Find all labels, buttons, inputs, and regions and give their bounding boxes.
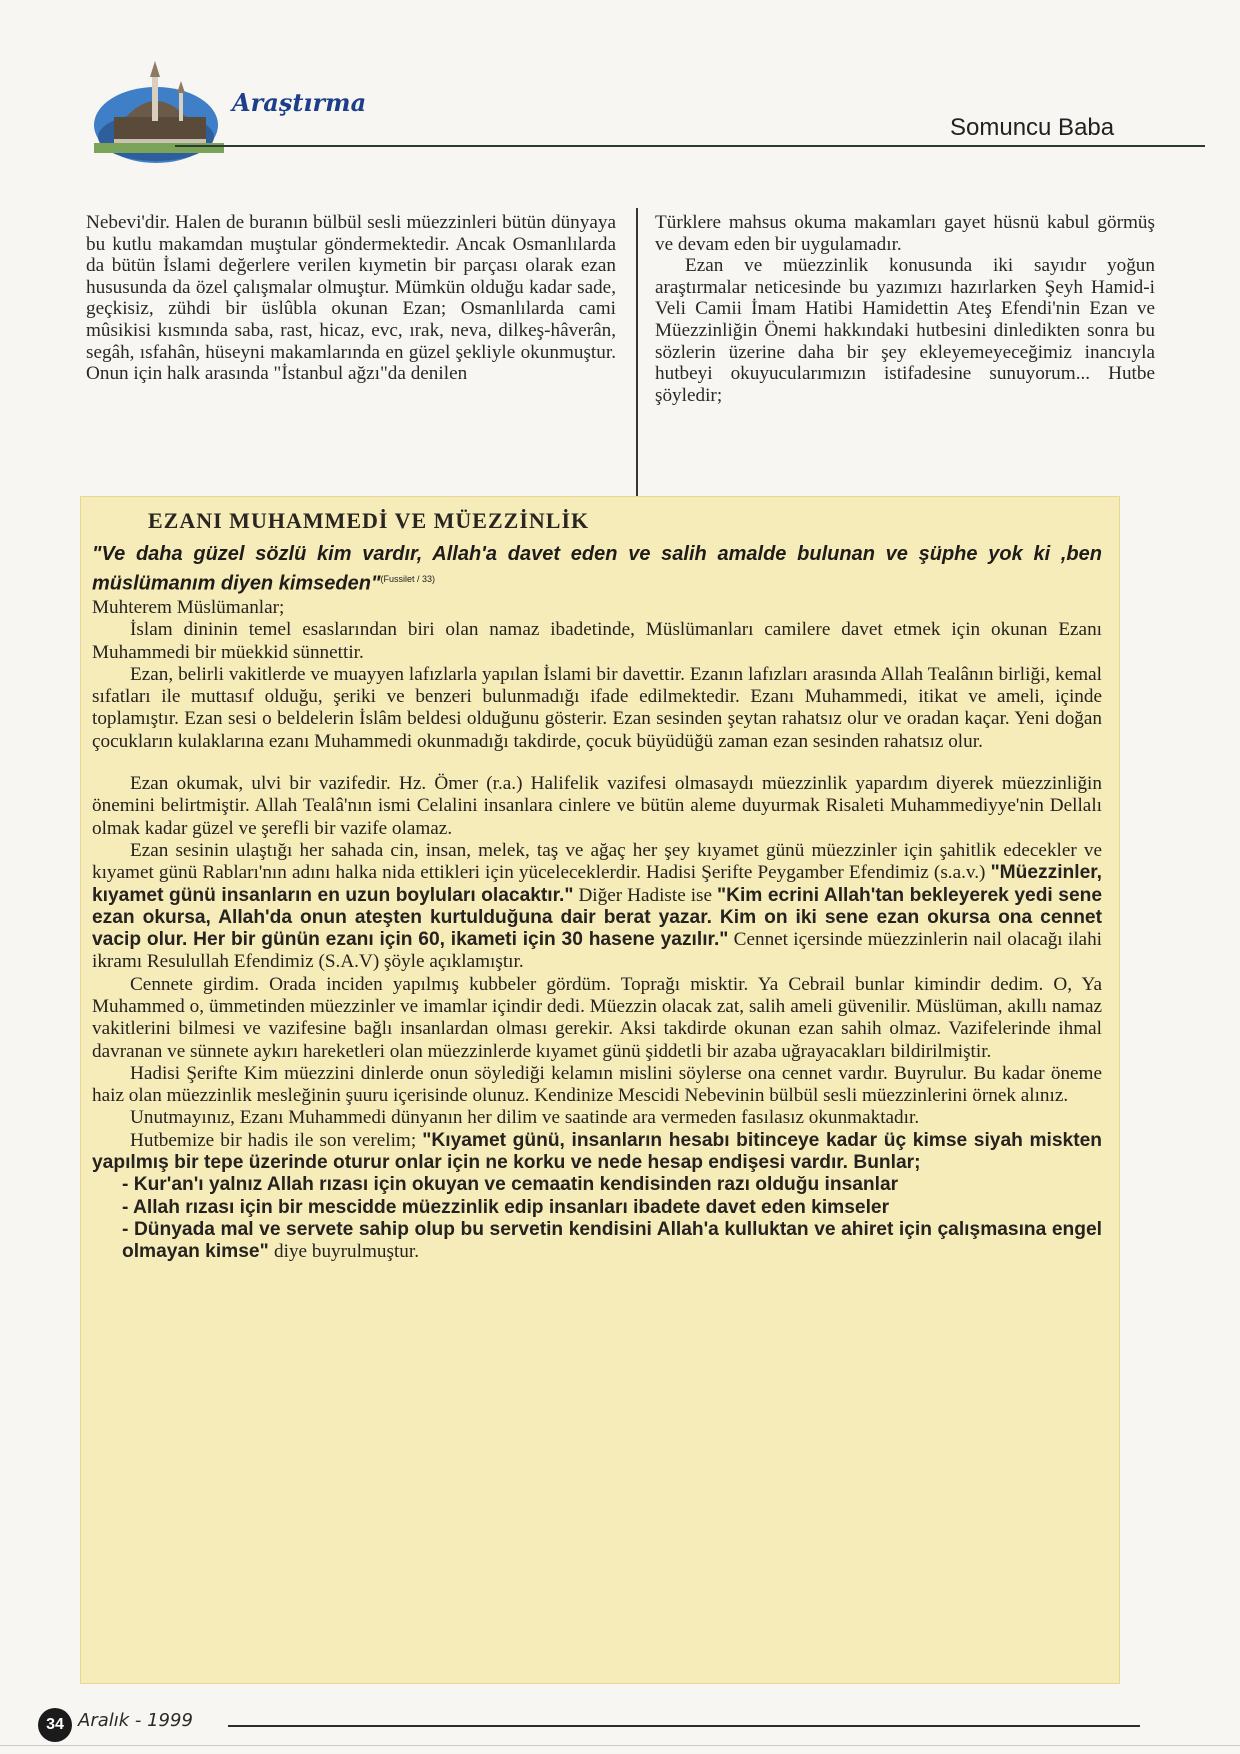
list-item: - Kur'an'ı yalnız Allah rızası için okuyan ve cemaatin kendisinden razı olduğu insanlar — [122, 1174, 899, 1196]
magazine-name: Somuncu Baba — [950, 114, 1115, 141]
sermon-paragraph-8 — [92, 1130, 1102, 1175]
verse-text: "Ve daha güzel sözlü kim vardır, Allah'a davet eden ve salih amalde bulunan ve şüphe yok ki ,ben müslümanım diyen kimseden" — [92, 543, 1102, 595]
p4-text-e: Cennet içersinde müezzinlerin nail olacağı ilahi ikramı Resulullah Efendimiz (S.A.V) şöyle açıklamıştır. — [92, 929, 1103, 973]
mosque-logo-icon — [84, 55, 234, 165]
page-bottom-edge — [0, 1745, 1240, 1746]
verse-quote — [92, 542, 1102, 597]
page-number-badge: 34 — [38, 1708, 72, 1742]
intro-left-text: Nebevi'dir. Halen de buranın bülbül sesli müezzinleri bütün dünyaya bu kutlu makamdan muştular göndermektedir. Ancak Osmanlılarda da bütün İslami değerlere verilen kıymetin bir parçası olarak ezan hususunda da özel çalışmalar olmuştur. Mümkün olduğu kadar sade, geçkisiz, zühdi bir üslûbla okunan Ezan; Osmanlılarda cami mûsikisi kısmında saba, rast, hicaz, evc, ırak, neva, dilkeş-hâverân, segâh, ısfahân, hüseyni makamlarında en güzel şekliyle okunmuştur. Onun için halk arasında "İstanbul ağzı"da denilen — [86, 212, 616, 385]
list-item-text: - Dünyada mal ve servete sahip olup bu servetin kendisini Allah'a kulluktan ve ahiret için çalışmasına engel olmayan kimse" — [122, 1218, 1102, 1263]
footer-rule — [228, 1725, 1140, 1727]
sermon-paragraph-3: Ezan okumak, ulvi bir vazifedir. Hz. Ömer (r.a.) Halifelik vazifesi olmasaydı müezzinlik yapardım diyerek müezzinliğin önemini belirtmiştir. Allah Tealâ'nın ismi Celalini insanlara cinlere ve bütün aleme duyurmak Risaleti Muhammediyye'nin Dellalı olmak kadar güzel ve şerefli bir vazife olamaz. — [92, 773, 1102, 839]
paragraph-spacer — [92, 753, 1102, 773]
list-item — [92, 1219, 1102, 1264]
hadith-quote-2: "Kim ecrini Allah'tan bekleyerek yedi sene ezan okursa, Allah'da onun ateşten kurtulduğuna dair berat yazar. Kim on iki sene ezan okursa ona cennet vacip olur. Her bir günün ezanı için 60, ikameti için 30 hasene yazılır." — [92, 884, 1103, 951]
issue-date: Aralık - 1999 — [78, 1710, 193, 1731]
intro-right-column — [655, 212, 1155, 406]
sermon-paragraph-7: Unutmayınız, Ezanı Muhammedi dünyanın her dilim ve saatinde ara vermeden fasılasız okunmaktadır. — [130, 1107, 920, 1129]
sermon-paragraph-5: Cennete girdim. Orada inciden yapılmış kubbeler gördüm. Toprağı misktir. Ya Cebrail bunlar kimindir dedim. O, Ya Muhammed o, ümmetinden müezzinler ve imamlar içindir dedi. Müezzin olacak zat, salih ameli güvenilir. Müslüman, akıllı namaz vakitlerini bilmesi ve vazifesine bağlı insanlardan olması gerekir. Aksi takdirde okunan ezan sahih olmaz. Vazifelerinde ihmal davranan ve sünnete aykırı hareketleri olan müezzinlerde kıyamet günü şiddetli bir azaba uğrayacakları bildirilmiştir. — [92, 973, 1102, 1062]
section-title: Araştırma — [232, 88, 367, 117]
sermon-title: EZANI MUHAMMEDİ VE MÜEZZİNLİK — [148, 508, 590, 533]
p8-text-a: Hutbemize bir hadis ile son verelim; — [130, 1129, 417, 1151]
intro-left-column — [86, 212, 616, 385]
salutation: Muhterem Müslümanlar; — [92, 596, 285, 618]
sermon-paragraph-2: Ezan, belirli vakitlerde ve muayyen lafızlarla yapılan İslami bir davettir. Ezanın lafızları arasında Allah Tealânın birliği, kemal sıfatları ile muttasıf olduğu, şeriki ve benzeri bulunmadığı ifade edilmektedir. Ezanı Muhammedi, itikat ve ameli, içinde toplamıştır. Ezan sesi o beldelerin İslâm beldesi olduğunu gösterir. Ezan sesinden şeytan rahatsız olur ve oradan kaçar. Yeni doğan çocukların kulaklarına ezanı Muhammedi okunmadığı takdirde, çocuk büyüdüğü zaman ezan sesinden rahatsız olur. — [92, 663, 1102, 752]
closing-text: diye buyrulmuştur. — [274, 1241, 419, 1263]
hadith-quote-3: "Kıyamet günü, insanların hesabı bitinceye kadar üç kimse siyah miskten yapılmış bir tepe üzerinde oturur onlar için ne korku ve nede hesap endişesi vardır. Bunlar; — [92, 1129, 1103, 1174]
list-item: - Allah rızası için bir mescidde müezzinlik edip insanları ibadete davet eden kimseler — [122, 1196, 890, 1218]
header-rule — [175, 145, 1205, 147]
sermon-paragraph-4 — [92, 840, 1102, 974]
intro-right-p1: Türklere mahsus okuma makamları gayet hüsnü kabul görmüş ve devam eden bir uygulamadır. — [655, 212, 1155, 255]
sermon-paragraph-1: İslam dininin temel esaslarından biri olan namaz ibadetinde, Müslümanları camilere davet etmek için okunan Ezanı Muhammedi bir müekkid sünnettir. — [92, 619, 1102, 663]
hadith-quote-1: "Müezzinler, kıyamet günü insanların en uzun boyluları olacaktır." — [92, 862, 1103, 906]
sermon-content — [92, 510, 1102, 1264]
column-divider — [636, 208, 638, 501]
verse-reference: (Fussilet / 33) — [380, 574, 435, 585]
p4-text-c: Diğer Hadiste ise — [578, 884, 713, 906]
intro-right-p2: Ezan ve müezzinlik konusunda iki sayıdır yoğun araştırmalar neticesinde bu yazımızı hazırlarken Şeyh Hamid-i Veli Camii İmam Hatibi Hamidettin Ateş Efendi'nin Ezan ve Müezzinliğin Önemi hakkındaki hutbesini dinledikten sonra bu sözlerin üzerine daha bir şey ekleyemeyeceğimiz inancıyla hutbeyi okuyucularımızın istifadesine sunuyorum... Hutbe şöyledir; — [655, 255, 1155, 406]
sermon-paragraph-6: Hadisi Şerifte Kim müezzini dinlerde onun söylediği kelamın mislini söylerse ona cennet vardır. Buyrulur. Bu kadar öneme haiz olan müezzinlik mesleğinin şuuru içerisinde olunuz. Kendinize Mescidi Nebevinin bülbül sesli müezzinlerini örnek alınız. — [92, 1062, 1102, 1107]
p4-text-a: Ezan sesinin ulaştığı her sahada cin, insan, melek, taş ve ağaç her şey kıyamet günü müezzinler için şahitlik edecekler ve kıyamet günü Rabları'nın adını halka nida ettikleri için yüceleceklerdir. Hadisi Şerifte Peygamber Efendimiz (s.a.v.) — [92, 839, 1102, 884]
